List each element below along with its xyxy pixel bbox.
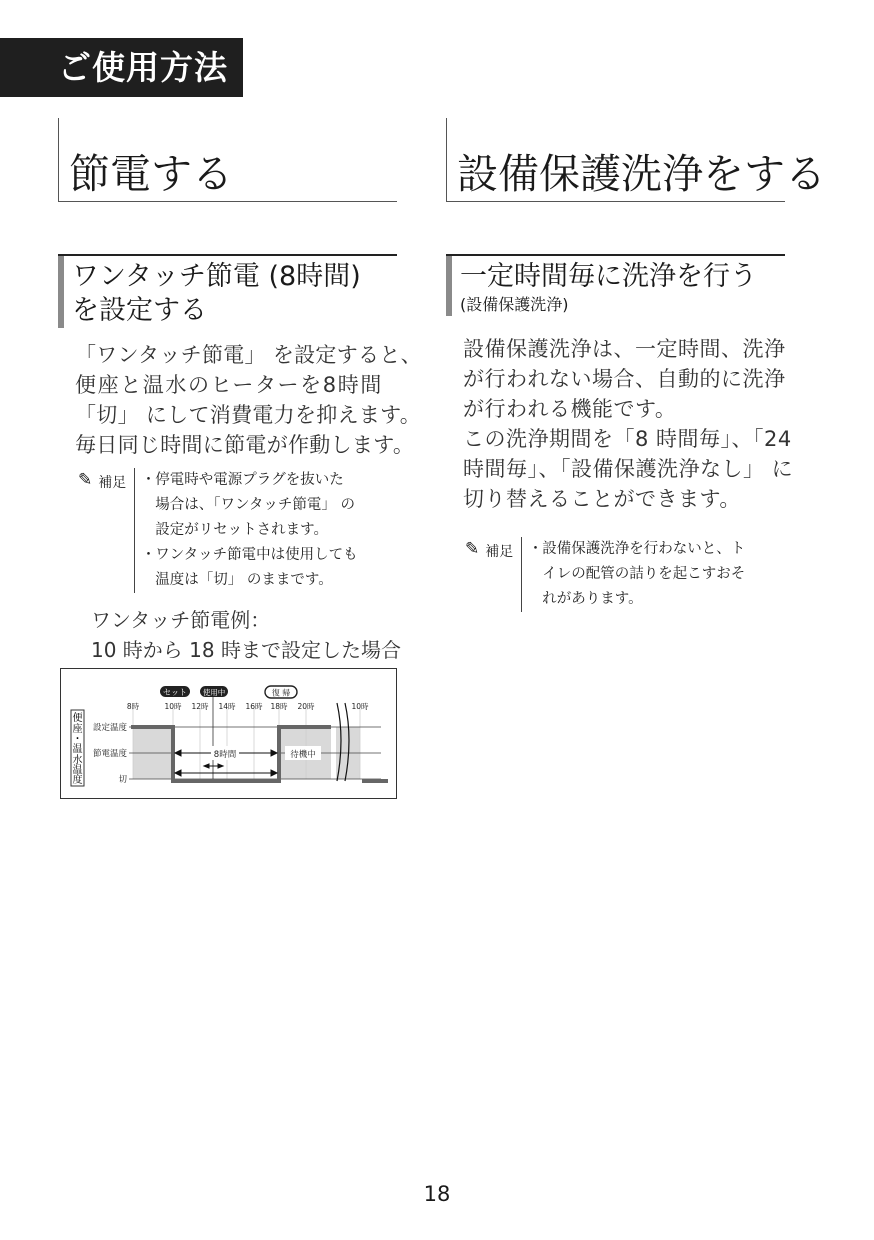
paragraph-line: 切り替えることができます。 (463, 487, 741, 511)
note-item: ・ ワンタッチ節電中は使用しても 温度は「切」 のままです。 (141, 543, 357, 593)
x-tick-label: 12時 (191, 702, 209, 711)
note-line: 設備保護洗浄を行わないと、ト (542, 541, 746, 557)
level-label-set: 設定温度 (92, 723, 127, 733)
note-line: 温度は「切」 のままです。 (155, 572, 333, 588)
x-tick-label: 8時 (126, 702, 140, 711)
y-label-char: ・ (72, 734, 83, 745)
note-label (465, 537, 513, 612)
y-label-char: 座 (72, 724, 83, 735)
note-items (141, 468, 357, 593)
note-label-text: 補足 (98, 475, 127, 491)
subhead-line2: を設定する (72, 295, 207, 326)
note-divider (521, 537, 522, 612)
paragraph-line: 毎日同じ時間に節電が作動します。 (75, 433, 415, 457)
standby-label: 待機中 (290, 750, 316, 760)
callout-return-text: 復 帰 (271, 688, 291, 698)
x-tick-label: 18時 (270, 702, 288, 711)
section-title-setsuden: 節電する (58, 118, 397, 202)
pencil-icon: ✎ (78, 470, 93, 490)
y-label-char: 便 (72, 713, 83, 724)
paragraph-line: が行われない場合、自動的に洗浄 (463, 367, 786, 391)
note-item: ・ 停電時や電源プラグを抜いた 場合は、「ワンタッチ節電」 の 設定がリセットされます。 (141, 468, 357, 543)
x-tick-label: 10時 (351, 702, 369, 711)
pencil-icon: ✎ (465, 539, 480, 559)
subhead-line2: (設備保護洗浄) (460, 295, 569, 314)
example-line2: 10 時から 18 時まで設定した場合 (91, 638, 401, 662)
callout-set-text: セット (163, 688, 187, 697)
x-tick-labels (127, 701, 369, 711)
note-line: ワンタッチ節電中は使用しても (155, 547, 358, 563)
note-line: 場合は、「ワンタッチ節電」 の (155, 497, 356, 513)
y-label-char: 温 (72, 744, 83, 755)
note-label-text: 補足 (485, 544, 514, 560)
note-line: 停電時や電源プラグを抜いた (155, 472, 344, 488)
subhead-bar (446, 256, 452, 316)
right-paragraph (463, 334, 793, 514)
note-divider (134, 468, 135, 593)
paragraph-line: が行われる機能です。 (463, 397, 677, 421)
subhead-one-touch (58, 254, 397, 328)
page-number: 18 (423, 1182, 451, 1206)
y-label-char: 温 (72, 765, 83, 776)
y-label-char: 度 (72, 775, 83, 786)
note-label (78, 468, 126, 593)
note-items (528, 537, 745, 612)
subhead-line1: ワンタッチ節電 (8時間) (72, 261, 361, 292)
left-paragraph (75, 340, 422, 460)
note-line: 設定がリセットされます。 (155, 522, 328, 538)
paragraph-line: 「切」 にして消費電力を抑えます。 (75, 403, 422, 427)
paragraph-line: 時間毎」、「設備保護洗浄なし」 に (463, 457, 794, 481)
note-line: イレの配管の詰りを起こすおそ (542, 566, 746, 582)
y-label-char: 水 (72, 755, 83, 766)
chart-svg (61, 669, 396, 798)
duration-label: 8時間 (213, 750, 237, 760)
subhead-line1: 一定時間毎に洗浄を行う (460, 261, 757, 292)
level-label-off: 切 (118, 775, 127, 785)
x-tick-label: 14時 (218, 702, 236, 711)
note-line: れがあります。 (542, 591, 643, 607)
paragraph-line: 便座と温水のヒーターを8時間 (75, 373, 383, 397)
power-saving-chart (60, 668, 397, 799)
example-line1: ワンタッチ節電例： (91, 608, 271, 632)
x-tick-label: 16時 (245, 702, 263, 711)
paragraph-line: この洗浄期間を「8 時間毎」、「24 (463, 427, 792, 451)
example-caption (91, 605, 401, 665)
subhead-bar (58, 256, 64, 328)
left-note (78, 468, 358, 593)
section-title-setsubi: 設備保護洗浄をする (446, 118, 785, 202)
subhead-periodic-cleaning (446, 254, 785, 316)
x-tick-label: 20時 (297, 702, 315, 711)
paragraph-line: 設備保護洗浄は、一定時間、洗浄 (463, 337, 786, 361)
page-header-tab: ご使用方法 (0, 38, 243, 97)
note-item: ・ 設備保護洗浄を行わないと、ト イレの配管の詰りを起こすおそ れがあります。 (528, 537, 745, 612)
callout-inuse-text: 使用中 (202, 688, 226, 697)
x-tick-label: 10時 (164, 702, 182, 711)
right-note (465, 537, 745, 612)
level-label-saving: 節電温度 (92, 749, 127, 759)
paragraph-line: 「ワンタッチ節電」 を設定すると、 (75, 343, 422, 367)
